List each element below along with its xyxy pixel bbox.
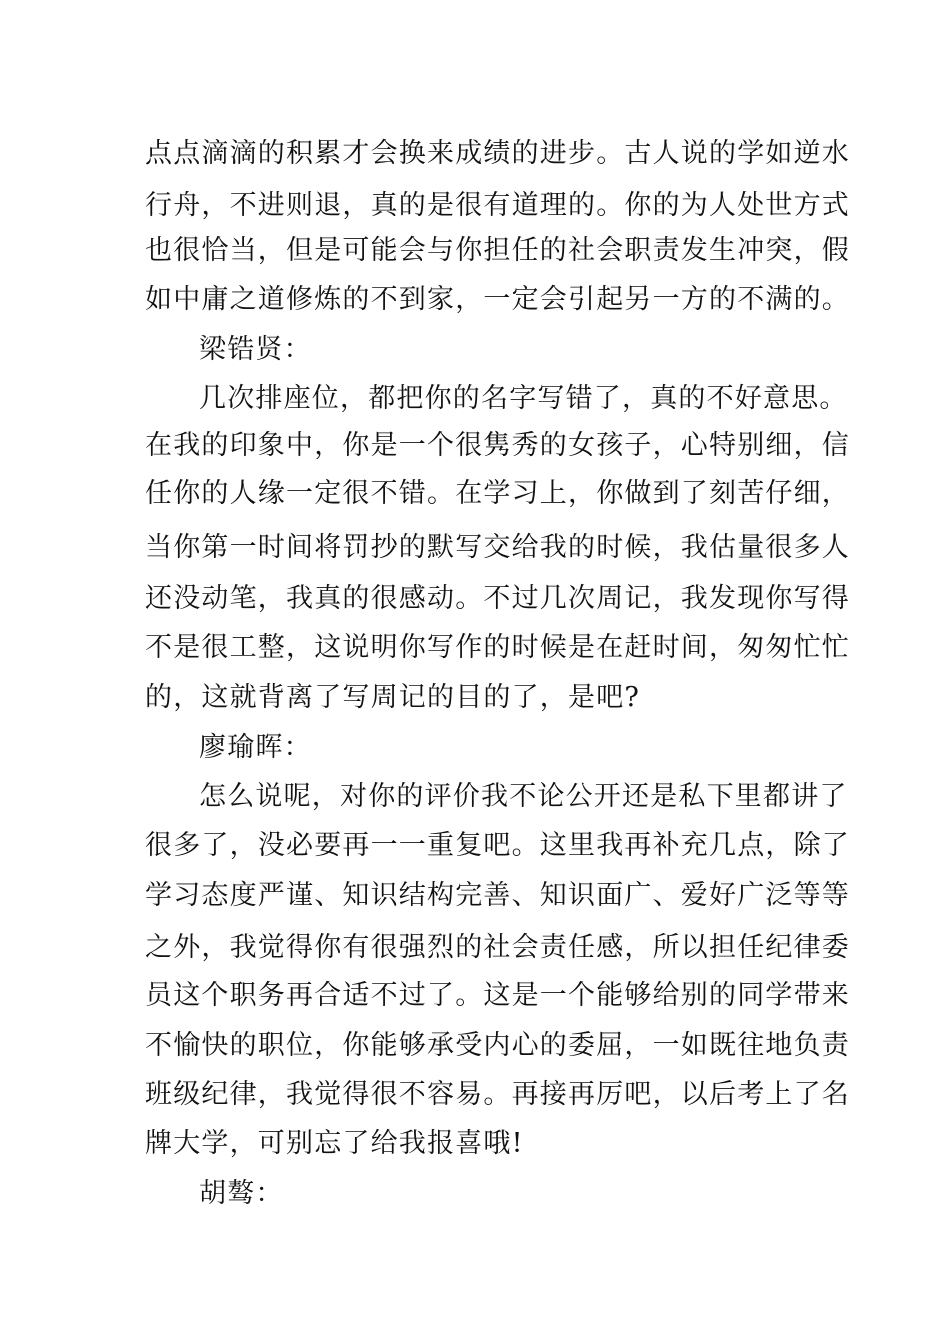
text-line: 在我的印象中，你是一个很隽秀的女孩子，心特别细，信 xyxy=(145,430,850,461)
text-line: 员这个职务再合适不过了。这是一个能够给别的同学带来 xyxy=(145,980,850,1011)
text-line: 不是很工整，这说明你写作的时候是在赶时间，匆匆忙忙 xyxy=(145,632,850,663)
text-line: 行舟，不进则退，真的是很有道理的。你的为人处世方式 xyxy=(145,190,850,221)
recipient-name: 廖瑜晖： xyxy=(199,732,312,763)
text-line: 也很恰当，但是可能会与你担任的社会职责发生冲突，假 xyxy=(145,235,850,266)
text-line: 的，这就背离了写周记的目的了，是吧? xyxy=(145,682,641,713)
recipient-name: 胡骜： xyxy=(199,1178,284,1209)
text-line: 之外，我觉得你有很强烈的社会责任感，所以担任纪律委 xyxy=(145,932,850,963)
text-line: 班级纪律，我觉得很不容易。再接再厉吧，以后考上了名 xyxy=(145,1079,850,1110)
text-line: 任你的人缘一定很不错。在学习上，你做到了刻苦仔细， xyxy=(145,478,850,509)
text-line: 几次排座位，都把你的名字写错了，真的不好意思。 xyxy=(199,383,848,414)
text-line: 学习态度严谨、知识结构完善、知识面广、爱好广泛等等 xyxy=(145,880,850,911)
recipient-name: 梁锆贤： xyxy=(199,334,312,365)
text-line: 还没动笔，我真的很感动。不过几次周记，我发现你写得 xyxy=(145,583,850,614)
text-line: 怎么说呢，对你的评价我不论公开还是私下里都讲了 xyxy=(199,781,848,812)
text-line: 很多了，没必要再一一重复吧。这里我再补充几点，除了 xyxy=(145,830,850,861)
text-line: 牌大学，可别忘了给我报喜哦! xyxy=(145,1128,524,1159)
text-line: 点点滴滴的积累才会换来成绩的进步。古人说的学如逆水 xyxy=(145,138,850,169)
text-line: 当你第一时间将罚抄的默写交给我的时候，我估量很多人 xyxy=(145,532,850,563)
text-line: 如中庸之道修炼的不到家，一定会引起另一方的不满的。 xyxy=(145,284,850,315)
text-line: 不愉快的职位，你能够承受内心的委屈，一如既往地负责 xyxy=(145,1030,850,1061)
